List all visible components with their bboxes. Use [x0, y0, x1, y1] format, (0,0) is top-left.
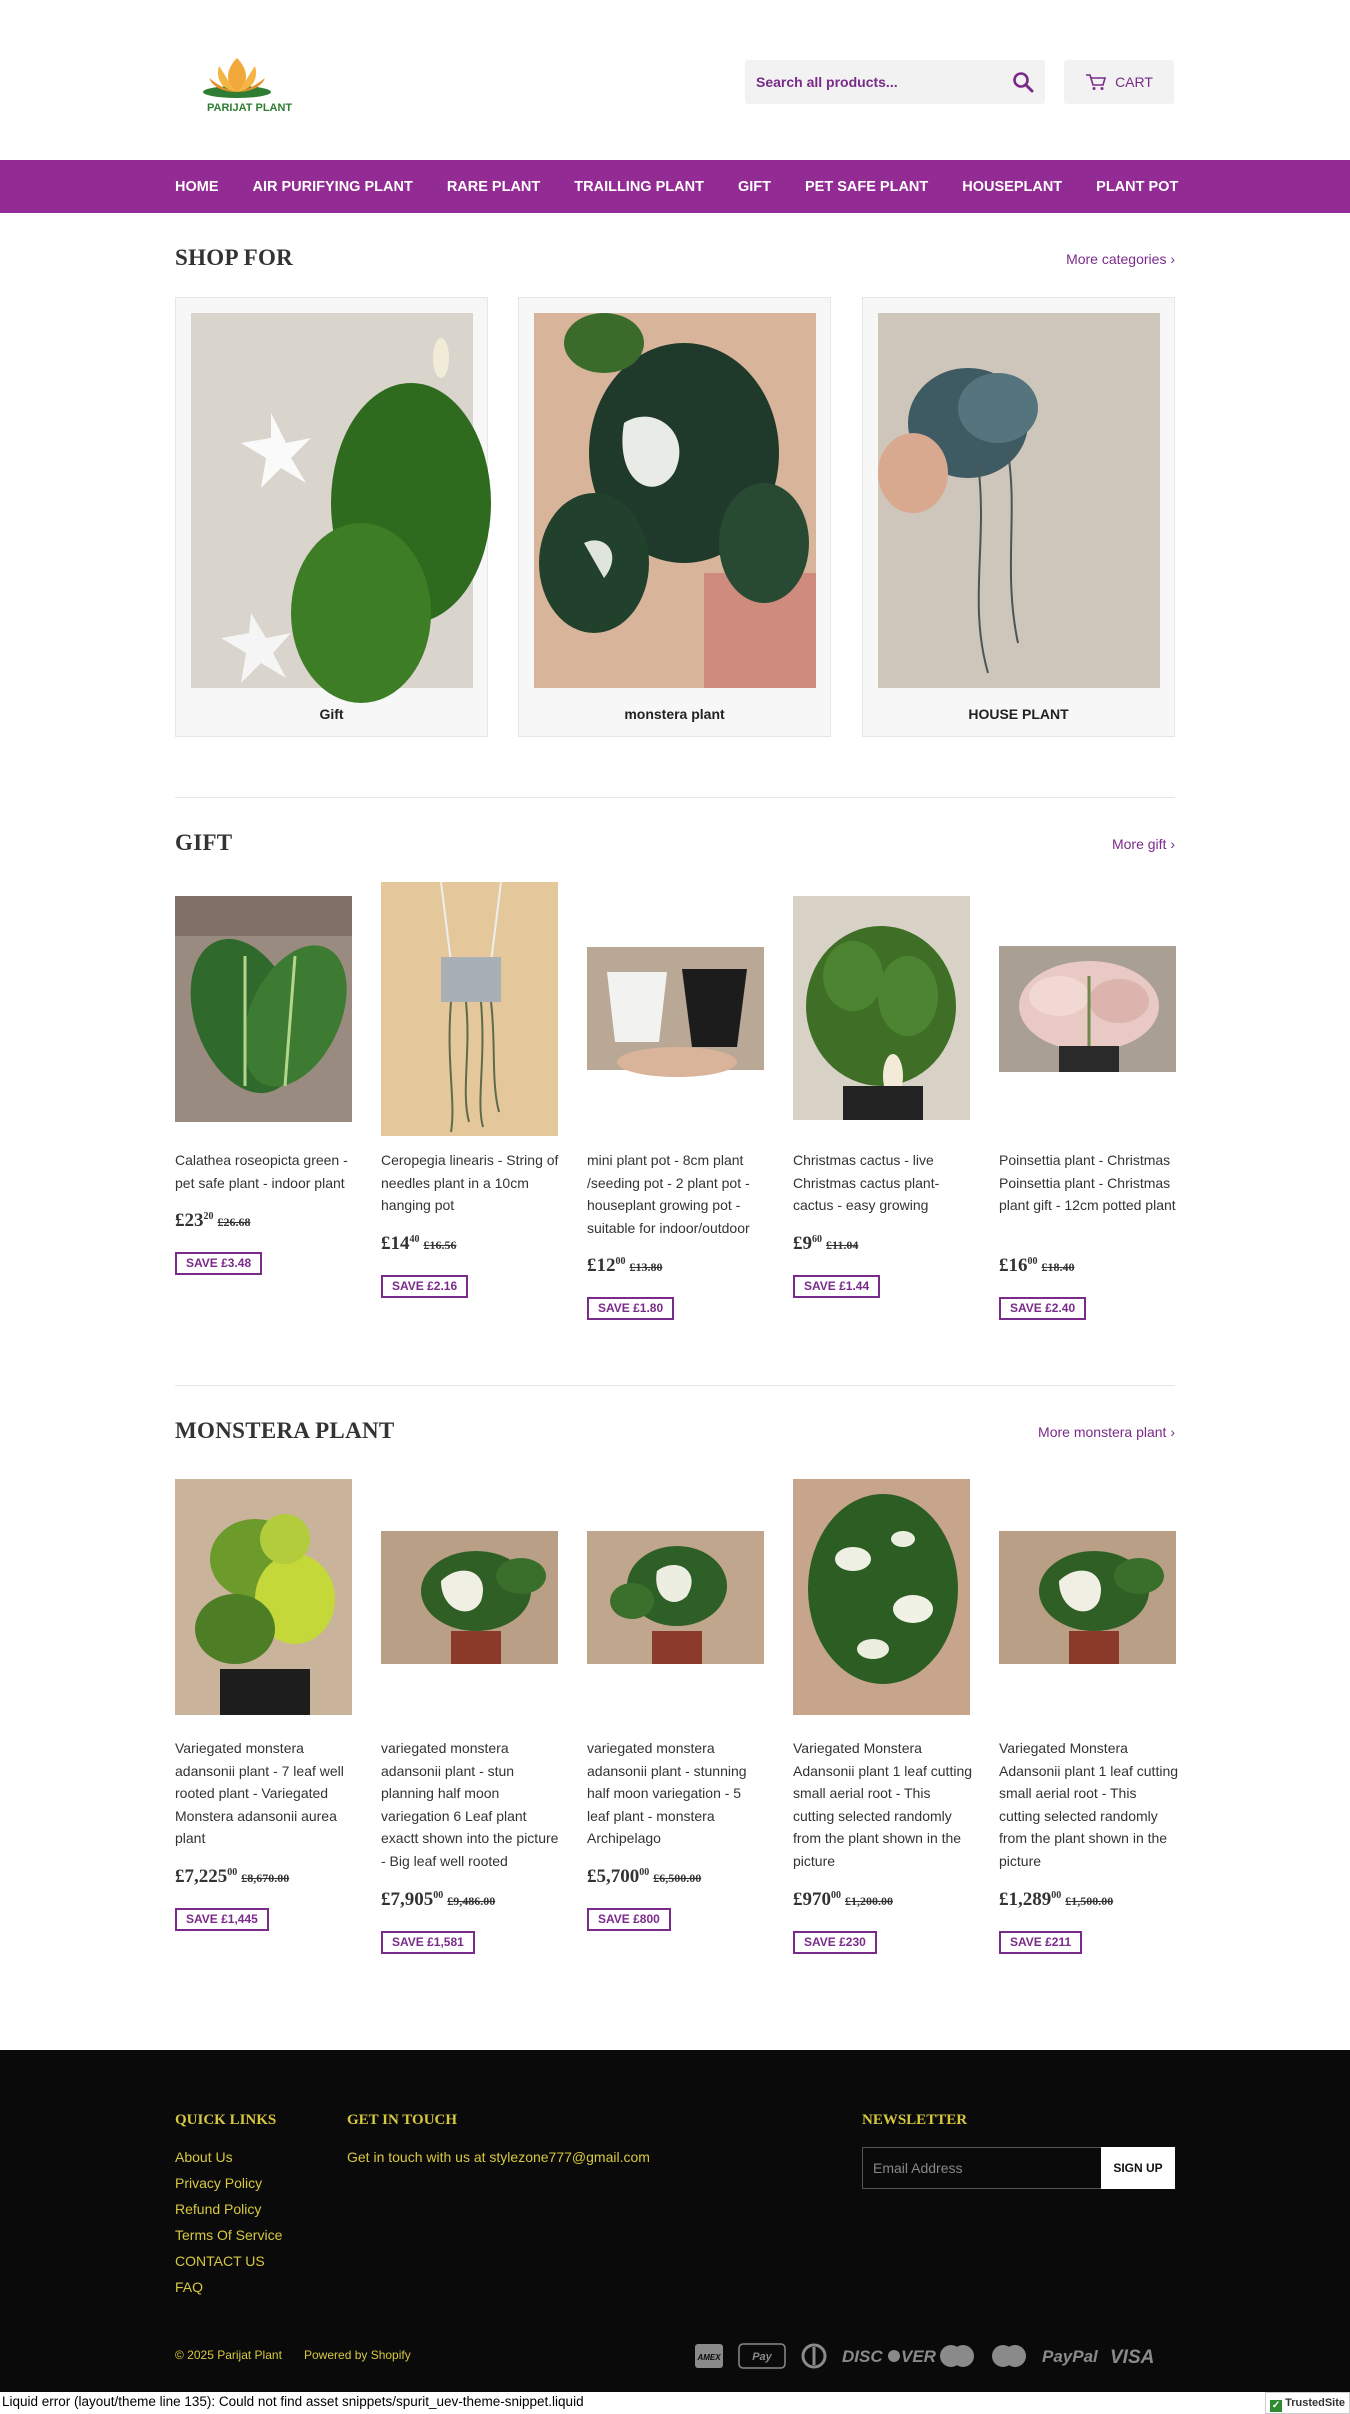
nav-rare-plant[interactable]: RARE PLANT [446, 178, 541, 195]
product-image [175, 896, 352, 1122]
save-badge: SAVE £3.48 [175, 1252, 262, 1275]
product-price: £7,225$^{00}$ £8,670.00 [175, 1866, 290, 1887]
trusted-site-badge[interactable] [1265, 2392, 1350, 2414]
section-divider [175, 797, 1175, 798]
search-box [745, 60, 1045, 104]
maestro-icon [938, 2343, 976, 2369]
product-image [999, 1531, 1176, 1664]
shop-for-title: SHOP FOR [175, 245, 294, 270]
nav-plant-pot[interactable]: PLANT POT [1096, 178, 1179, 195]
product-title[interactable]: Christmas cactus - live Christmas cactus plant- cactus - easy growing [793, 1152, 940, 1213]
category-image [191, 313, 473, 688]
category-card-monstera-plant[interactable] [518, 297, 831, 737]
product-price: $£12^{00}$ £13.80 [587, 1255, 663, 1276]
liquid-error-message: Liquid error (layout/theme line 135): Could not find asset snippets/spurit_uev-theme-snippet.liquid [0, 2392, 1350, 2414]
trusted-site-label: TrustedSite [1285, 2397, 1345, 2409]
cart-button[interactable] [1064, 60, 1174, 104]
more-monstera-link[interactable]: More monstera plant › [1038, 1424, 1175, 1440]
logo-text: PARIJAT PLANT [207, 102, 293, 114]
nav-pet-safe-plant[interactable]: PET SAFE PLANT [804, 178, 929, 195]
site-header [0, 0, 1350, 160]
site-logo[interactable] [175, 52, 300, 124]
search-button[interactable] [1011, 70, 1035, 94]
save-badge: SAVE £1.44 [793, 1275, 880, 1298]
product-title[interactable]: Ceropegia linearis - String of needles plant in a 10cm hanging pot [381, 1152, 559, 1213]
american-express-icon [694, 2343, 724, 2369]
product-price: £5,700$^{00}$ £6,500.00 [587, 1866, 702, 1887]
nav-home[interactable]: HOME [175, 178, 219, 195]
newsletter-email-input[interactable] [862, 2147, 1102, 2189]
category-image [534, 313, 816, 688]
category-card-house-plant[interactable] [862, 297, 1175, 737]
product-price: $£16^{00}$ £18.40 [999, 1255, 1075, 1276]
category-label: monstera plant [624, 706, 725, 722]
product-title[interactable]: Calathea roseopicta green - pet safe plant - indoor plant [175, 1152, 348, 1191]
product-price: £7,905$^{00}$ £9,486.00 [381, 1889, 496, 1910]
save-badge: SAVE £211 [999, 1931, 1082, 1954]
product-price: $£9^{60}$ £11.04 [793, 1233, 859, 1254]
cart-icon [1085, 73, 1107, 91]
product-image [175, 1479, 352, 1715]
product-price: $£970^{00}$ £1,200.00 [793, 1889, 893, 1910]
footer-link-faq[interactable]: FAQ [175, 2279, 204, 2295]
svg-text:VER: VER [901, 2347, 936, 2366]
contact-text[interactable]: Get in touch with us at stylezone777@gmail.com [347, 2149, 650, 2165]
product-price: £1,289$^{00}$ £1,500.00 [999, 1889, 1114, 1910]
nav-trailling-plant[interactable]: TRAILLING PLANT [574, 178, 704, 195]
svg-text:VISA: VISA [1110, 2347, 1155, 2368]
category-label: Gift [319, 706, 344, 722]
newsletter-signup-button[interactable]: SIGN UP [1101, 2147, 1175, 2189]
search-input[interactable] [745, 60, 995, 104]
main-nav [0, 160, 1350, 213]
nav-houseplant[interactable]: HOUSEPLANT [962, 178, 1063, 195]
product-title[interactable]: variegated monstera adansonii plant - stunning half moon variegation - 5 leaf plant - monstera Archipelago [587, 1740, 747, 1846]
save-badge: SAVE £1,445 [175, 1908, 269, 1931]
product-image [381, 1531, 558, 1664]
product-title[interactable]: Variegated Monstera Adansonii plant 1 leaf cutting small aerial root - This cutting selected randomly from the plant shown in the picture [999, 1740, 1179, 1869]
checkmark-icon: ✓ [1271, 2400, 1281, 2411]
save-badge: SAVE £1.80 [587, 1297, 674, 1320]
product-image [999, 946, 1176, 1072]
save-badge: SAVE £800 [587, 1908, 671, 1931]
copyright[interactable]: © 2025 Parijat Plant [175, 2348, 282, 2362]
footer-link-terms-of-service[interactable]: Terms Of Service [175, 2227, 283, 2243]
svg-text:PayPal: PayPal [1042, 2347, 1098, 2366]
lotus-logo-icon [175, 52, 300, 102]
visa-icon [1110, 2343, 1154, 2369]
product-price: $£23^{20}$ £26.68 [175, 1210, 251, 1231]
monstera-section-title: MONSTERA PLANT [175, 1418, 395, 1443]
apple-pay-icon [738, 2343, 786, 2369]
powered-by-shopify[interactable]: Powered by Shopify [304, 2348, 411, 2362]
product-image [381, 882, 558, 1136]
save-badge: SAVE £2.40 [999, 1297, 1086, 1320]
mastercard-icon [990, 2343, 1028, 2369]
save-badge: SAVE £2.16 [381, 1275, 468, 1298]
footer-link-refund-policy[interactable]: Refund Policy [175, 2201, 262, 2217]
newsletter-heading: NEWSLETTER [862, 2112, 968, 2128]
nav-gift[interactable]: GIFT [737, 178, 771, 195]
section-divider [175, 1385, 1175, 1386]
paypal-icon [1042, 2343, 1096, 2369]
product-title[interactable]: Variegated monstera adansonii plant - 7 leaf well rooted plant - Variegated Monstera adansonii aurea plant [175, 1740, 344, 1846]
footer-link-about-us[interactable]: About Us [175, 2149, 233, 2165]
quick-links-heading: QUICK LINKS [175, 2112, 277, 2128]
product-image [587, 947, 764, 1070]
category-image [878, 313, 1160, 688]
save-badge: SAVE £230 [793, 1931, 877, 1954]
category-label: HOUSE PLANT [968, 706, 1069, 722]
footer-link-contact-us[interactable]: CONTACT US [175, 2253, 265, 2269]
payment-icons [694, 2343, 1154, 2369]
more-gift-link[interactable]: More gift › [1111, 836, 1175, 852]
product-title[interactable]: Poinsettia plant - Christmas Poinsettia plant - Christmas plant gift - 12cm potted plant [999, 1152, 1176, 1213]
product-title[interactable]: mini plant pot - 8cm plant /seeding pot - 2 plant pot - houseplant growing pot - suitable for indoor/outdoor [587, 1152, 750, 1236]
diners-club-icon [800, 2343, 828, 2369]
svg-text:Pay: Pay [752, 2351, 772, 2363]
nav-air-purifying-plant[interactable]: AIR PURIFYING PLANT [252, 178, 413, 195]
svg-text:AMEX: AMEX [697, 2353, 721, 2362]
save-badge: SAVE £1,581 [381, 1931, 475, 1954]
gift-section-title: GIFT [175, 830, 233, 855]
product-title[interactable]: variegated monstera adansonii plant - stun planning half moon variegation 6 Leaf plant exactt shown into the picture - Big leaf well rooted [381, 1740, 559, 1869]
product-image [587, 1531, 764, 1664]
footer-link-privacy-policy[interactable]: Privacy Policy [175, 2175, 263, 2191]
product-title[interactable]: Variegated Monstera Adansonii plant 1 leaf cutting small aerial root - This cutting selected randomly from the plant shown in the picture [793, 1740, 973, 1869]
svg-text:DISC: DISC [842, 2347, 883, 2366]
discover-icon [842, 2343, 936, 2369]
get-in-touch-heading: GET IN TOUCH [347, 2112, 458, 2128]
category-card-gift[interactable] [175, 297, 488, 737]
product-price: $£14^{40}$ £16.56 [381, 1233, 457, 1254]
product-image [793, 1479, 970, 1715]
search-icon [1011, 70, 1035, 94]
more-categories-link[interactable]: More categories › [1066, 251, 1175, 267]
product-image [793, 896, 970, 1120]
cart-label: CART [1115, 74, 1153, 90]
